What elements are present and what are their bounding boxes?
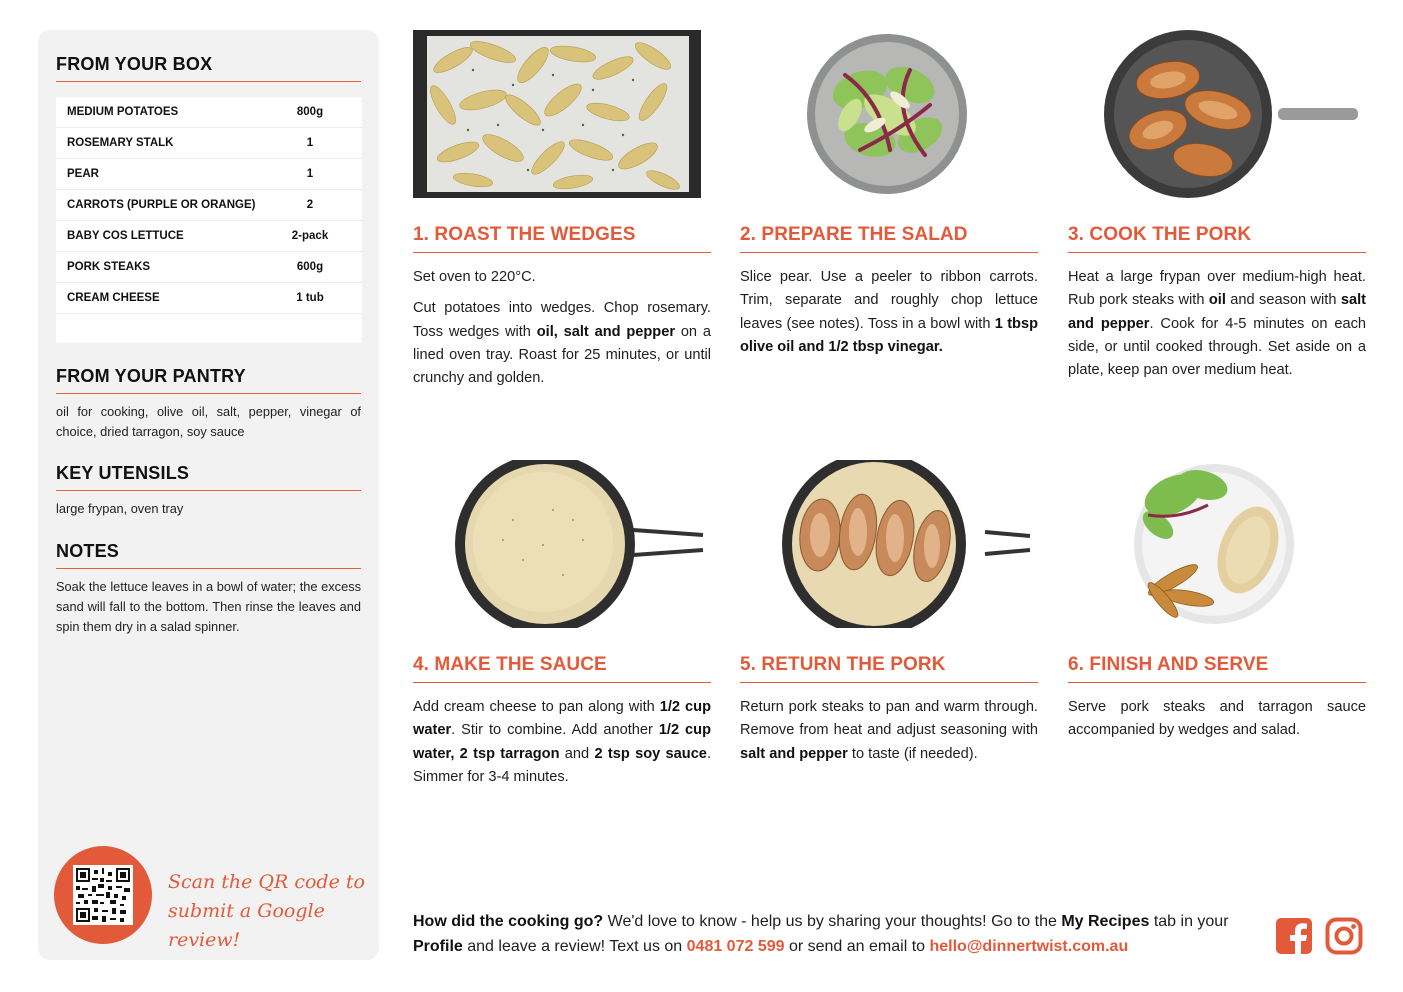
ingredient-qty: 2-pack	[291, 230, 329, 242]
step-ingredient-highlight: salt and pepper	[740, 745, 848, 762]
step-2-title: 2. PREPARE THE SALAD	[740, 224, 1038, 253]
footer-text: tab in your	[1149, 913, 1229, 930]
ingredient-row	[56, 221, 362, 252]
step-3-title: 3. COOK THE PORK	[1068, 224, 1366, 253]
step-3-body	[1068, 266, 1366, 390]
step-text: and season with	[1225, 292, 1341, 309]
step-text: Cut potatoes into wedges. Chop rosemary. Toss wedges with	[413, 300, 711, 340]
step-ingredient-highlight: 1 tbsp olive oil and 1/2 tbsp vinegar.	[740, 315, 1039, 355]
ingredient-row	[56, 252, 362, 283]
ingredient-row	[56, 128, 362, 159]
email-link[interactable]: hello@dinnertwist.com.au	[929, 938, 1129, 955]
step-text: . Simmer for 3-4 minutes.	[413, 745, 711, 785]
step-6-para: Serve pork steaks and tarragon sauce accompanied by wedges and salad.	[1068, 699, 1366, 739]
qr-caption	[168, 868, 368, 955]
step-1-title: 1. ROAST THE WEDGES	[413, 224, 711, 253]
step-3-para	[1068, 266, 1366, 382]
utensils-section	[56, 463, 361, 519]
ingredient-name: CARROTS (PURPLE OR ORANGE)	[67, 199, 256, 211]
ingredient-qty: 800g	[296, 106, 324, 118]
ingredient-name: ROSEMARY STALK	[67, 137, 174, 149]
step-4-title: 4. MAKE THE SAUCE	[413, 654, 711, 683]
step-1-para-2	[413, 297, 711, 390]
utensils-text: large frypan, oven tray	[56, 501, 184, 516]
step-ingredient-highlight: oil, salt and pepper	[536, 323, 675, 340]
phone-link[interactable]: 0481 072 599	[686, 938, 785, 955]
cream-sauce-pan-image	[413, 460, 711, 628]
step-ingredient-highlight: salt and pepper	[1068, 292, 1366, 332]
pork-frypan-image	[1068, 30, 1366, 198]
review-footer	[413, 909, 1263, 959]
ingredient-row	[56, 190, 362, 221]
roasted-wedges-image	[413, 30, 711, 198]
qr-caption-line1: Scan the QR code to	[168, 871, 365, 893]
notes-section	[56, 541, 361, 637]
from-your-box-section	[56, 54, 361, 343]
pantry-title: FROM YOUR PANTRY	[56, 366, 361, 394]
pantry-section	[56, 366, 361, 442]
ingredient-row	[56, 283, 362, 314]
step-ingredient-highlight: 2 tsp soy sauce	[594, 745, 707, 762]
ingredient-qty: 600g	[296, 261, 324, 273]
step-1-para-1: Set oven to 220°C.	[413, 269, 536, 285]
qr-code-badge[interactable]	[54, 846, 152, 944]
step-5-title: 5. RETURN THE PORK	[740, 654, 1038, 683]
ingredient-qty: 2	[306, 199, 314, 211]
step-5-para	[740, 696, 1038, 766]
ingredient-qty: 1 tub	[296, 292, 324, 304]
facebook-icon[interactable]	[1275, 917, 1313, 955]
step-6-title: 6. FINISH AND SERVE	[1068, 654, 1366, 683]
ingredient-qty: 1	[306, 168, 314, 180]
sidebar	[38, 30, 379, 960]
my-recipes-label: My Recipes	[1061, 913, 1150, 930]
pork-in-sauce-image	[740, 460, 1038, 628]
notes-title: NOTES	[56, 541, 361, 569]
ingredient-name: PORK STEAKS	[67, 261, 151, 273]
step-text: Add cream cheese to pan along with	[413, 699, 660, 715]
step-5-body	[740, 696, 1038, 774]
ingredient-row	[56, 159, 362, 190]
ingredient-name: PEAR	[67, 168, 99, 180]
step-text: . Stir to combine. Add another	[451, 722, 659, 739]
step-1-body	[413, 266, 711, 398]
notes-text: Soak the lettuce leaves in a bowl of water; the excess sand will fall to the bottom. Then rinse the leaves and spin them dry in a salad spinner.	[56, 579, 361, 634]
step-2-para	[740, 266, 1038, 359]
profile-label: Profile	[413, 938, 463, 955]
ingredient-qty: 1	[306, 137, 314, 149]
step-ingredient-highlight: 1/2 cup water, 2 tsp tarragon	[413, 722, 711, 762]
instagram-icon[interactable]	[1325, 917, 1363, 955]
pantry-text: oil for cooking, olive oil, salt, pepper, vinegar of choice, dried tarragon, soy sauce	[56, 404, 361, 439]
step-ingredient-highlight: oil	[1208, 292, 1226, 309]
ingredients-table	[56, 97, 362, 343]
salad-bowl-image	[740, 30, 1038, 198]
step-2-body	[740, 266, 1038, 367]
step-4-body	[413, 696, 711, 797]
step-text: Return pork steaks to pan and warm through. Remove from heat and adjust seasoning with	[740, 699, 1038, 739]
step-text: Slice pear. Use a peeler to ribbon carrots. Trim, separate and roughly chop lettuce leaves (see notes). Toss in a bowl with	[740, 269, 1038, 332]
qr-code-icon[interactable]	[73, 865, 133, 925]
utensils-title: KEY UTENSILS	[56, 463, 361, 491]
step-4-para	[413, 696, 711, 789]
ingredient-row	[56, 97, 362, 128]
step-text: . Cook for 4-5 minutes on each side, or until cooked through. Set aside on a plate, keep pan over medium heat.	[1068, 315, 1366, 379]
ingredient-name: BABY COS LETTUCE	[67, 230, 184, 242]
step-text: Heat a large frypan over medium-high heat. Rub pork steaks with	[1068, 269, 1366, 309]
footer-text: or send an email to	[784, 938, 930, 955]
ingredient-name: MEDIUM POTATOES	[67, 106, 179, 118]
step-text: and	[559, 745, 595, 762]
step-text: on a lined oven tray. Roast for 25 minutes, or until crunchy and golden.	[413, 323, 711, 387]
footer-text: We'd love to know - help us by sharing your thoughts! Go to the	[603, 913, 1062, 930]
footer-text: and leave a review! Text us on	[462, 938, 687, 955]
step-6-body	[1068, 696, 1366, 751]
step-ingredient-highlight: 1/2 cup water	[413, 699, 711, 739]
plated-dish-image	[1068, 460, 1366, 628]
footer-question: How did the cooking go?	[413, 913, 604, 930]
ingredient-name: CREAM CHEESE	[67, 292, 160, 304]
step-text: to taste (if needed).	[847, 745, 978, 762]
qr-caption-line2: submit a Google review!	[168, 900, 325, 951]
from-your-box-title: FROM YOUR BOX	[56, 54, 361, 82]
